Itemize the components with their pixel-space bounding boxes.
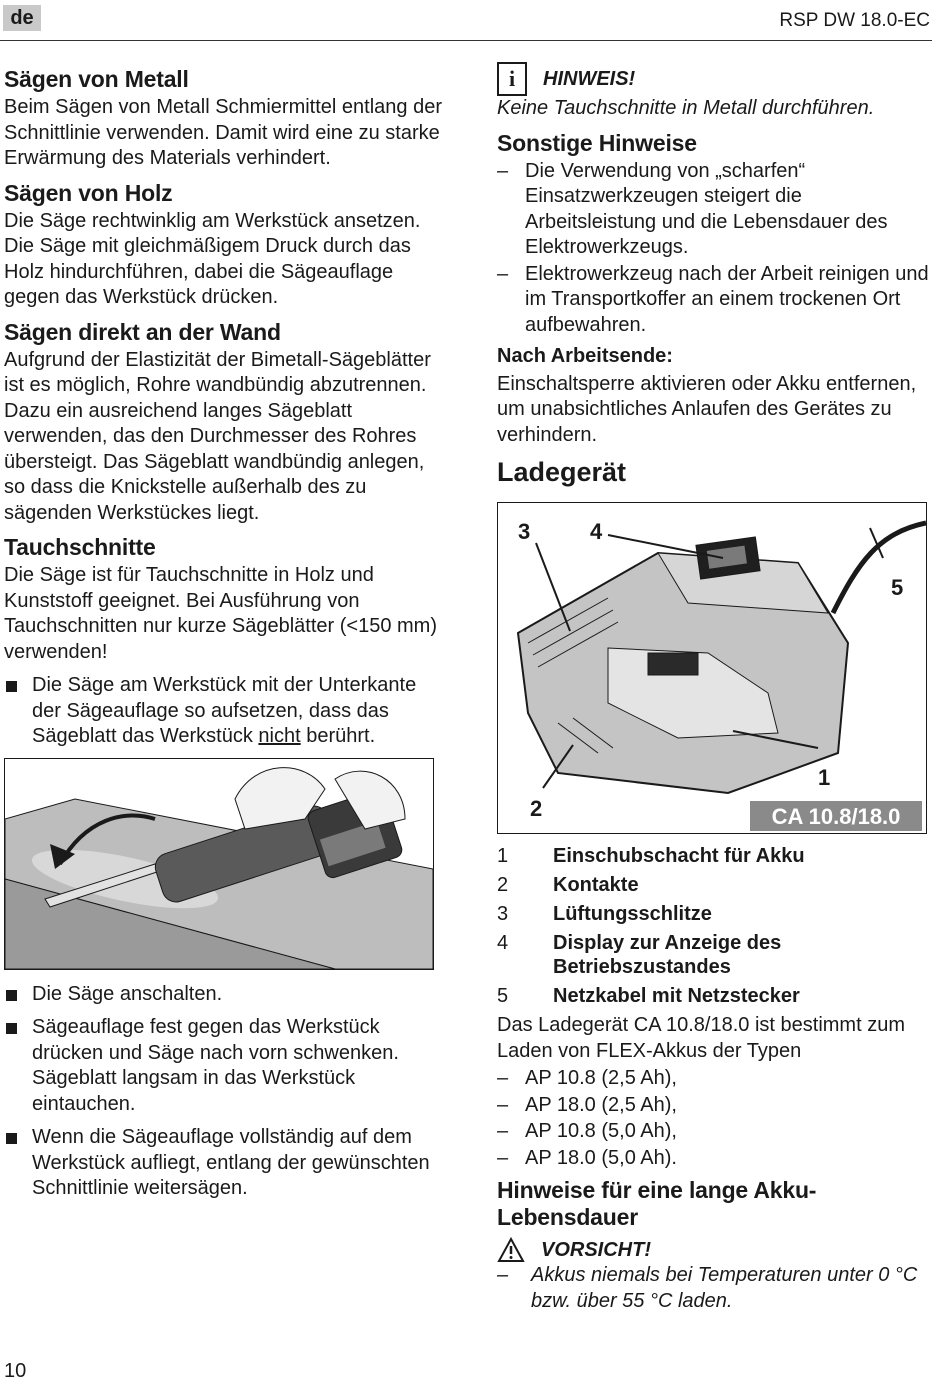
- caution-item: [497, 1263, 937, 1314]
- other-item-text: Die Verwendung von „scharfen“ Einsatzwerkzeugen steigert die Arbeitsleistung und die Lebensdauer des Elektrowerkzeugs.: [525, 159, 888, 258]
- note-title: HINWEIS!: [543, 67, 636, 90]
- plunge-bullet-end: berührt.: [300, 725, 376, 747]
- saw-illustration: [4, 758, 434, 970]
- legend-text: Display zur Anzeige des Betriebszustandes: [553, 932, 782, 978]
- after-work-title: Nach Arbeitsende:: [497, 345, 673, 367]
- plunge-bullet: [4, 673, 444, 750]
- warning-icon: [497, 1237, 525, 1263]
- battery-type: [497, 1066, 937, 1092]
- plunge-bullet-underlined: nicht: [258, 725, 301, 747]
- section-text-wall: Aufgrund der Elastizität der Bimetall-Sägeblätter ist es möglich, Rohre wandbündig abzutrennen. Dazu ein ausreichend langes Sägeblatt verwenden, das den Durchmesser des Rohres übersteigt. Das Sägeblatt wandbündig anlegen, so dass die Knickstelle außerhalb des zu sägenden Werkstückes liegt.: [4, 348, 431, 524]
- dash-mark: –: [497, 1264, 509, 1286]
- callout-3: 3: [518, 519, 531, 544]
- section-text-metal: Beim Sägen von Metall Schmiermittel entlang der Schnittlinie verwenden. Damit wird eine zu starke Erwärmung des Materials verhindert.: [4, 96, 442, 169]
- section-title-wall: Sägen direkt an der Wand: [4, 318, 281, 345]
- callout-4: 4: [590, 519, 603, 544]
- language-tab: de: [3, 5, 41, 31]
- section-text-plunge: Die Säge ist für Tauchschnitte in Holz und Kunststoff geeignet. Bei Ausführung von Tauchschnitten nur kurze Sägeblätter (<150 mm) verwenden!: [4, 564, 437, 663]
- left-column: [4, 62, 444, 1210]
- bullet-press-support: Sägeauflage fest gegen das Werkstück drücken und Säge nach vorn schwenken. Sägeblatt langsam in das Werkstück eintauchen.: [4, 1015, 444, 1117]
- right-column: [497, 62, 937, 1315]
- note-header: [497, 62, 937, 96]
- legend-number: 5: [497, 985, 509, 1007]
- section-text-wood: Die Säge rechtwinklig am Werkstück ansetzen. Die Säge mit gleichmäßigem Druck durch das Holz hindurchführen, dabei die Sägeauflage gegen das Werkstück drücken.: [4, 209, 421, 308]
- battery-type: [497, 1119, 937, 1145]
- legend-item: [497, 844, 937, 868]
- dash-mark: –: [497, 1146, 509, 1169]
- charger-intro: Das Ladegerät CA 10.8/18.0 ist bestimmt zum Laden von FLEX-Akkus der Typen: [497, 1014, 905, 1062]
- charger-title: Ladegerät: [497, 457, 627, 487]
- dash-mark: –: [497, 1093, 509, 1116]
- legend-number: 3: [497, 903, 509, 925]
- battery-type: [497, 1146, 937, 1172]
- legend-number: 4: [497, 932, 509, 954]
- legend-text: Lüftungsschlitze: [553, 903, 712, 925]
- legend-item: [497, 984, 937, 1008]
- legend-number: 2: [497, 874, 509, 896]
- battery-type-text: AP 18.0 (5,0 Ah).: [525, 1146, 677, 1169]
- legend-text: Kontakte: [553, 874, 639, 896]
- note-text: Keine Tauchschnitte in Metall durchführen.: [497, 97, 875, 119]
- header-rule: [0, 40, 932, 41]
- dash-mark: –: [497, 1067, 509, 1089]
- page-number: 10: [4, 1360, 27, 1382]
- charger-model-badge: CA 10.8/18.0: [771, 804, 901, 829]
- section-title-other: Sonstige Hinweise: [497, 129, 697, 156]
- model-name: RSP DW 18.0-EC: [779, 10, 930, 31]
- section-title-wood: Sägen von Holz: [4, 179, 173, 206]
- battery-type-text: AP 18.0 (2,5 Ah),: [525, 1093, 677, 1116]
- section-title-plunge: Tauchschnitte: [4, 534, 156, 560]
- legend-item: [497, 931, 937, 979]
- legend-item: [497, 873, 937, 897]
- dash-mark: –: [497, 262, 509, 285]
- after-work-text: Einschaltsperre aktivieren oder Akku entfernen, um unabsichtliches Anlaufen des Gerätes zu verhindern.: [497, 372, 917, 446]
- charger-illustration: [497, 502, 927, 834]
- battery-type-text: AP 10.8 (5,0 Ah),: [525, 1120, 677, 1142]
- charger-drawing: [498, 503, 926, 833]
- dash-mark: –: [497, 1120, 509, 1142]
- legend-number: 1: [497, 845, 509, 867]
- caution-title: VORSICHT!: [541, 1238, 651, 1261]
- info-icon: i: [497, 62, 527, 96]
- plunge-bullet-text: Die Säge am Werkstück mit der Unterkante der Sägeauflage so aufsetzen, dass das Sägeblatt das Werkstück: [32, 674, 417, 747]
- caution-header: [497, 1237, 937, 1263]
- battery-type-text: AP 10.8 (2,5 Ah),: [525, 1067, 677, 1089]
- callout-2: 2: [530, 796, 543, 821]
- dash-mark: –: [497, 159, 509, 182]
- bullet-switch-on: Die Säge anschalten.: [4, 982, 444, 1008]
- callout-5: 5: [891, 575, 904, 600]
- legend-text: Netzkabel mit Netzstecker: [553, 985, 800, 1007]
- caution-item-text: Akkus niemals bei Temperaturen unter 0 °C bzw. über 55 °C laden.: [531, 1264, 918, 1312]
- legend-text: Einschubschacht für Akku: [553, 845, 805, 867]
- callout-1: 1: [818, 765, 831, 790]
- section-title-battery: Hinweise für eine lange Akku-Lebensdauer: [497, 1177, 817, 1230]
- bullet-continue-sawing: Wenn die Sägeauflage vollständig auf dem Werkstück aufliegt, entlang der gewünschten Schnittlinie weitersägen.: [4, 1125, 444, 1202]
- other-item-text: Elektrowerkzeug nach der Arbeit reinigen und im Transportkoffer an einem trockenen Ort aufbewahren.: [525, 262, 929, 336]
- battery-type: [497, 1093, 937, 1119]
- other-item: [497, 159, 937, 261]
- legend-item: [497, 902, 937, 926]
- other-item: [497, 262, 937, 339]
- saw-drawing: [5, 759, 433, 969]
- section-title-metal: Sägen von Metall: [4, 66, 189, 92]
